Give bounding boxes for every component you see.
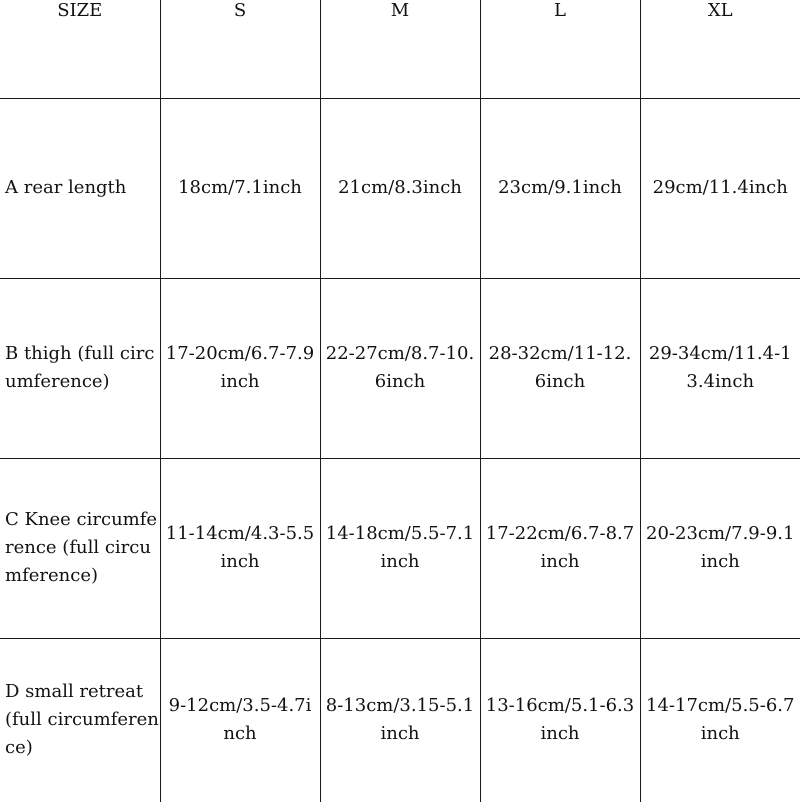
- cell-rear-length-m: 21cm/8.3inch: [320, 98, 480, 278]
- cell-knee-l: 17-22cm/6.7-8.7inch: [480, 458, 640, 638]
- row-label-thigh: B thigh (full circumference): [0, 278, 160, 458]
- cell-small-retreat-l: 13-16cm/5.1-6.3inch: [480, 638, 640, 802]
- row-label-small-retreat: D small retreat (full circumference): [0, 638, 160, 802]
- header-xl: XL: [640, 0, 800, 98]
- cell-rear-length-xl: 29cm/11.4inch: [640, 98, 800, 278]
- cell-rear-length-l: 23cm/9.1inch: [480, 98, 640, 278]
- table-row: [0, 278, 800, 458]
- row-label-rear-length: A rear length: [0, 98, 160, 278]
- table-row: [0, 458, 800, 638]
- cell-thigh-m: 22-27cm/8.7-10.6inch: [320, 278, 480, 458]
- table-row: [0, 98, 800, 278]
- cell-knee-m: 14-18cm/5.5-7.1inch: [320, 458, 480, 638]
- header-s: S: [160, 0, 320, 98]
- cell-knee-xl: 20-23cm/7.9-9.1inch: [640, 458, 800, 638]
- header-l: L: [480, 0, 640, 98]
- header-size: SIZE: [0, 0, 160, 98]
- header-m: M: [320, 0, 480, 98]
- cell-rear-length-s: 18cm/7.1inch: [160, 98, 320, 278]
- cell-small-retreat-m: 8-13cm/3.15-5.1inch: [320, 638, 480, 802]
- table-row: [0, 638, 800, 802]
- header-row: [0, 0, 800, 98]
- cell-small-retreat-s: 9-12cm/3.5-4.7inch: [160, 638, 320, 802]
- cell-thigh-s: 17-20cm/6.7-7.9inch: [160, 278, 320, 458]
- cell-small-retreat-xl: 14-17cm/5.5-6.7inch: [640, 638, 800, 802]
- cell-thigh-xl: 29-34cm/11.4-13.4inch: [640, 278, 800, 458]
- cell-thigh-l: 28-32cm/11-12.6inch: [480, 278, 640, 458]
- cell-knee-s: 11-14cm/4.3-5.5inch: [160, 458, 320, 638]
- row-label-knee: C Knee circumference (full circumference): [0, 458, 160, 638]
